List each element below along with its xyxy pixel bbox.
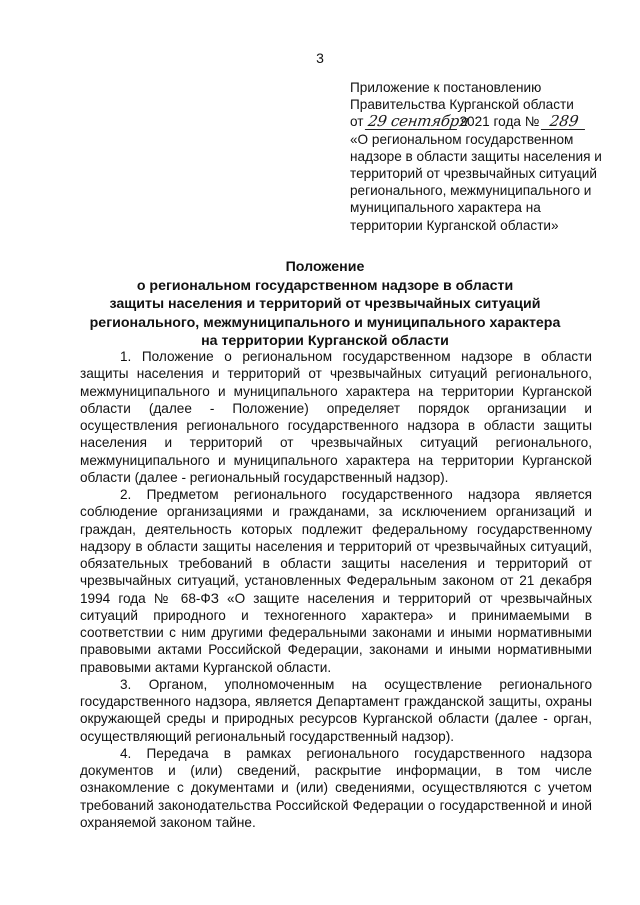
- paragraph-1: 1. Положение о региональном государственном надзоре в области защиты населения и территорий от чрезвычайных ситуаций регионального, межмуниципального и муниципального характера на территории Курганской области (далее - Положение) определяет порядок организации и осуществления регионального государственного надзора в области защиты населения и территорий от чрезвычайных ситуаций регионального, межмуниципального и муниципального характера на территории Курганской области (далее - региональный государственный надзор).: [80, 349, 592, 485]
- title-line-2: о региональном государственном надзоре в области: [136, 277, 514, 294]
- appendix-line-4: «О региональном государственном: [350, 131, 574, 147]
- title-line-1: Положение: [285, 259, 365, 275]
- document-body: [80, 348, 592, 831]
- paragraph-3: 3. Органом, уполномоченным на осуществление регионального государственного надзора, является Департамент гражданской защиты, охраны окружающей среды и природных ресурсов Курганской области (далее - орган, осуществляющий региональный государственный надзор).: [80, 676, 592, 744]
- handwritten-date: 29 сентября: [366, 112, 470, 131]
- appendix-line-8: муниципального характера на: [350, 200, 541, 216]
- appendix-line-6: территорий от чрезвычайных ситуаций: [350, 166, 597, 182]
- appendix-header: [350, 79, 612, 234]
- title-line-5: на территории Курганской области: [201, 333, 449, 350]
- title-line-4: регионального, межмуниципального и муниципального характера: [89, 314, 561, 331]
- appendix-line-9: территории Курганской области»: [350, 217, 559, 233]
- title-line-3: защиты населения и территорий от чрезвычайных ситуаций: [109, 296, 541, 313]
- appendix-line-1: Приложение к постановлению: [350, 80, 542, 95]
- appendix-ot: от: [350, 114, 364, 130]
- paragraph-4: 4. Передача в рамках регионального государственного надзора документов и (или) сведений, раскрытие информации, в том числе ознакомление с документами и (или) сведениями, осуществляются с учетом требований законодательства Российской Федерации о государственной и иной охраняемой законом тайне.: [80, 745, 592, 830]
- appendix-line-2: Правительства Курганской области: [350, 97, 574, 113]
- appendix-year-text: 2021 года №: [459, 114, 540, 130]
- appendix-date-line: [350, 113, 612, 130]
- appendix-line-7: регионального, межмуниципального и: [350, 183, 592, 199]
- handwritten-number: 289: [541, 114, 587, 130]
- paragraph-2: 2. Предметом регионального государственного надзора является соблюдение организациями и гражданами, за исключением организаций и граждан, деятельность которых подлежит федеральному государственному надзору в области защиты населения и территорий от чрезвычайных ситуаций, обязательных требований в области защиты населения и территорий от чрезвычайных ситуаций, установленных Федеральным законом от 21 декабря 1994 года № 68-ФЗ «О защите населения и территорий от чрезвычайных ситуаций природного и техногенного характера» и принимаемыми в соответствии с ним другими федеральными законами и иными нормативными правовыми актами Российской Федерации, законами и иными нормативными правовыми актами Курганской области.: [80, 487, 592, 675]
- appendix-line-5: надзоре в области защиты населения и: [350, 148, 602, 164]
- page-number: 3: [316, 50, 324, 66]
- document-title: [60, 258, 590, 351]
